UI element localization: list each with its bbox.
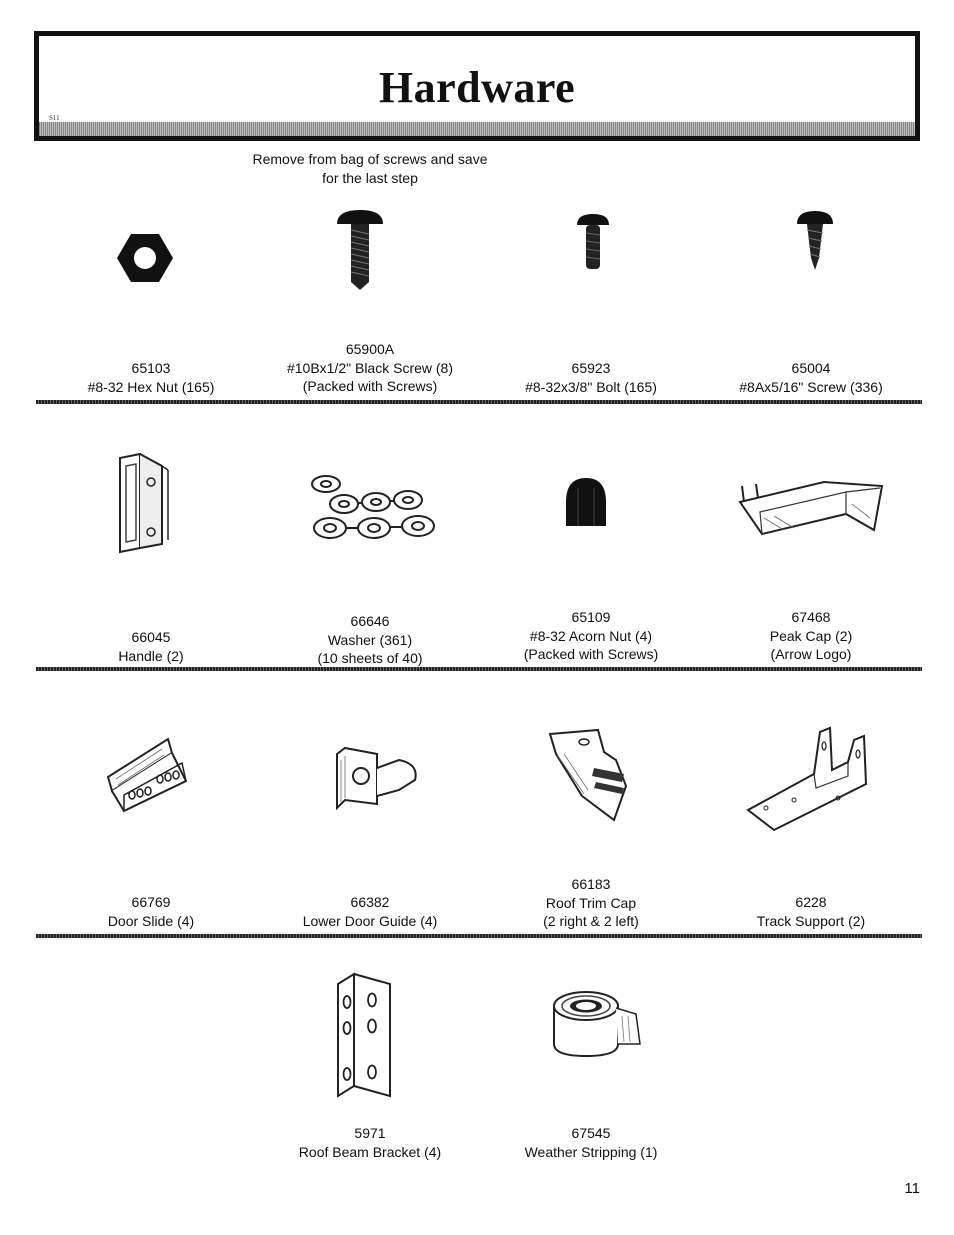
screw-icon: [795, 210, 835, 272]
screw-bag-note: Remove from bag of screws and save for the last step: [252, 151, 488, 186]
roof-beam-bracket-icon: [332, 970, 396, 1100]
part-65103: 65103 #8-32 Hex Nut (165): [87, 360, 215, 395]
page-title: Hardware: [378, 63, 576, 112]
track-support-icon: [744, 724, 880, 834]
door-slide-icon: [102, 733, 198, 819]
acorn-nut-icon: [562, 476, 610, 528]
washer-sheet-icon: [300, 470, 450, 546]
part-65109: 65109 #8-32 Acorn Nut (4) (Packed with Screws): [523, 609, 659, 662]
peak-cap-icon: [734, 476, 886, 540]
part-66382: 66382 Lower Door Guide (4): [302, 894, 438, 929]
section-divider: [36, 934, 922, 938]
bolt-icon: [575, 213, 611, 273]
part-67545: 67545 Weather Stripping (1): [524, 1125, 658, 1160]
section-divider: [36, 400, 922, 404]
lower-door-guide-icon: [333, 746, 423, 812]
black-screw-icon: [333, 208, 387, 290]
section-divider: [36, 667, 922, 671]
part-6228: 6228 Track Support (2): [756, 894, 866, 929]
part-67468: 67468 Peak Cap (2) (Arrow Logo): [769, 609, 853, 662]
part-65900A: 65900A #10Bx1/2" Black Screw (8) (Packed with Screws): [286, 341, 454, 394]
part-66646: 66646 Washer (361) (10 sheets of 40): [317, 613, 423, 666]
part-65004: 65004 #8Ax5/16" Screw (336): [739, 360, 883, 395]
page-number: 11: [904, 1180, 920, 1197]
part-66183: 66183 Roof Trim Cap (2 right & 2 left): [543, 876, 639, 929]
section-code: S11: [49, 114, 60, 122]
hex-nut-icon: [115, 228, 175, 288]
part-5971: 5971 Roof Beam Bracket (4): [298, 1125, 442, 1160]
part-66769: 66769 Door Slide (4): [107, 894, 195, 929]
handle-icon: [112, 452, 174, 554]
part-66045: 66045 Handle (2): [118, 629, 184, 664]
part-65923: 65923 #8-32x3/8" Bolt (165): [525, 360, 657, 395]
title-band: [39, 122, 915, 136]
weather-stripping-icon: [548, 986, 642, 1058]
roof-trim-cap-icon: [544, 728, 640, 824]
title-box: [34, 31, 920, 141]
